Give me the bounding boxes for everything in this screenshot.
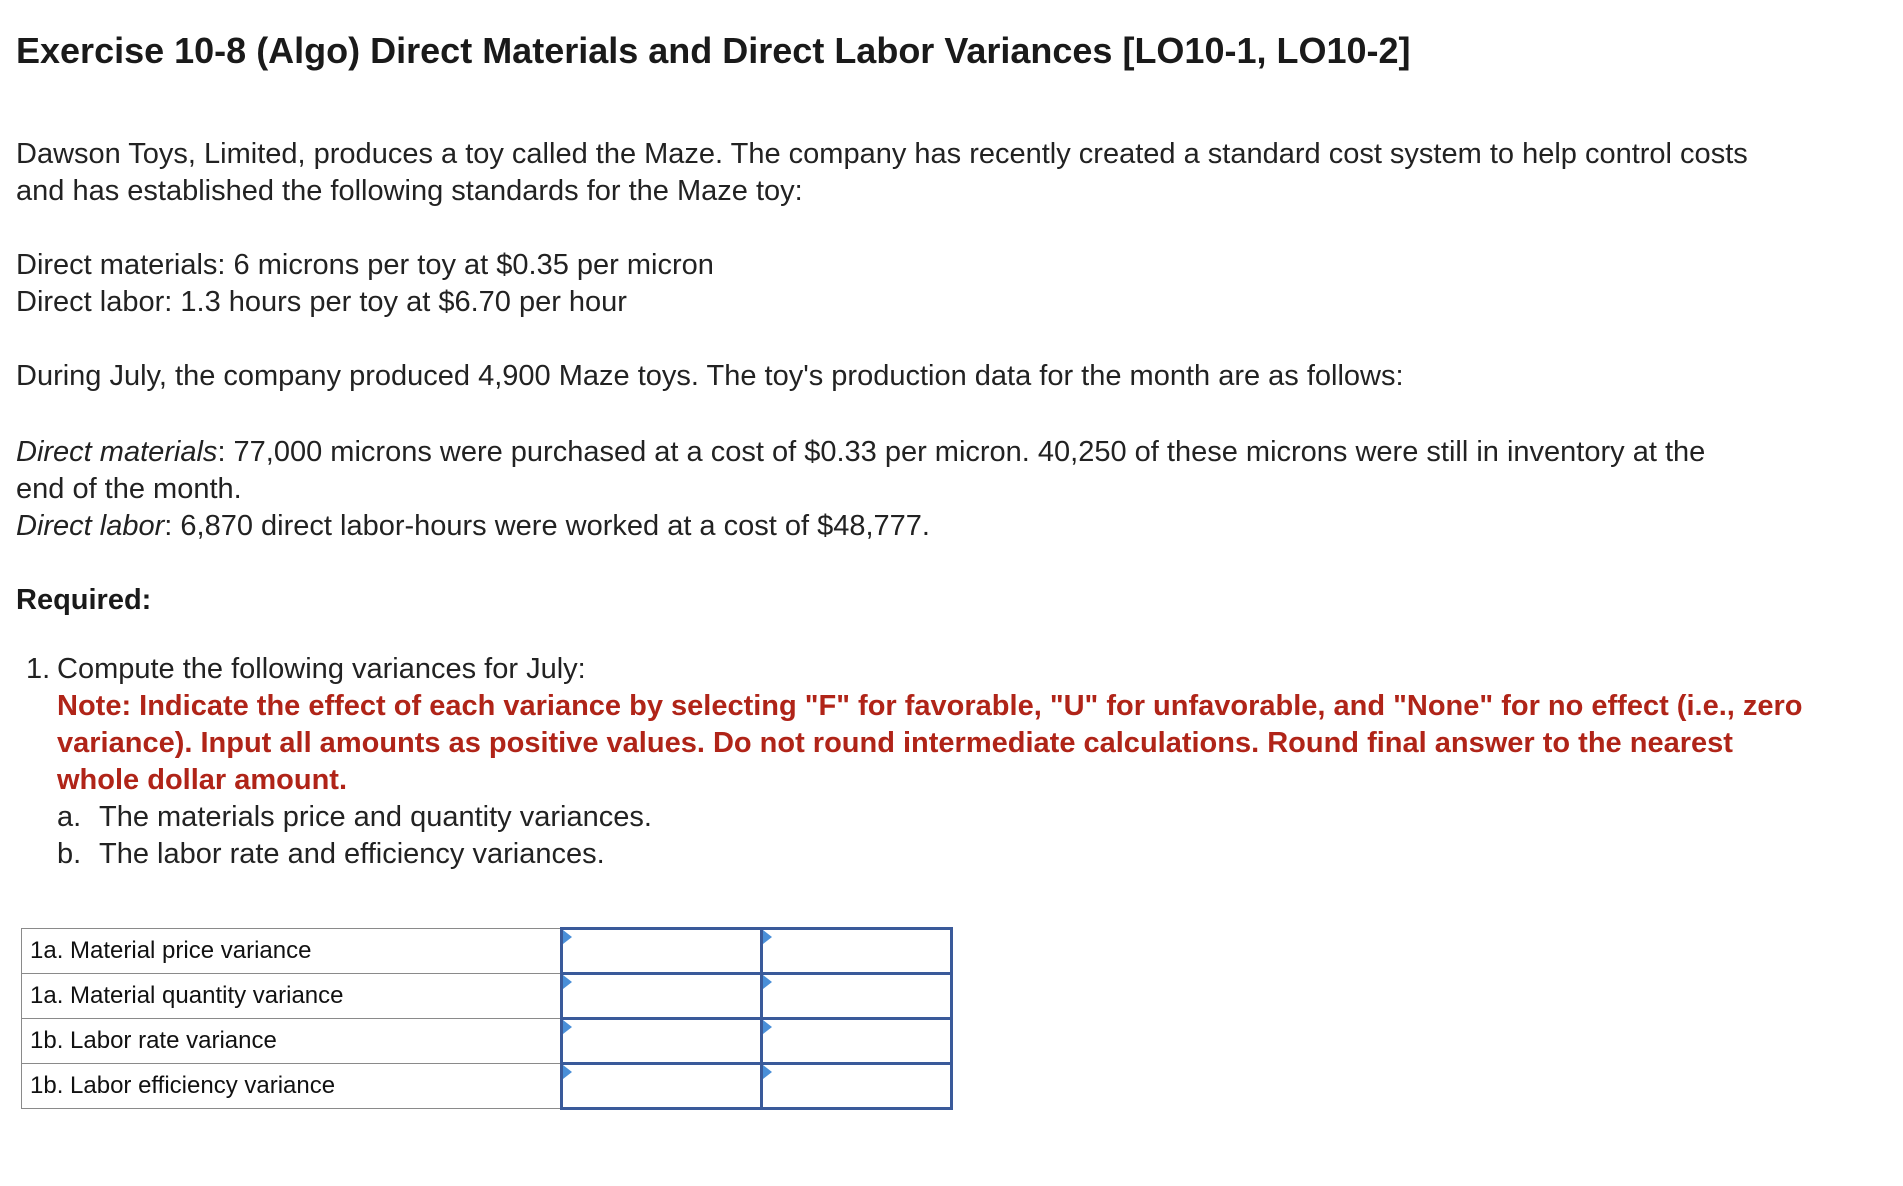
labor-rate-amount-input[interactable] <box>563 1020 760 1062</box>
amount-cell[interactable] <box>562 1064 762 1109</box>
standards-paragraph <box>16 247 714 321</box>
dropdown-marker-icon <box>563 1020 572 1034</box>
dropdown-marker-icon <box>763 1065 772 1079</box>
dropdown-marker-icon <box>763 930 772 944</box>
sub-question-b-text: The labor rate and efficiency variances. <box>99 838 605 870</box>
effect-cell[interactable] <box>762 974 952 1019</box>
table-row <box>22 1064 952 1109</box>
effect-cell[interactable] <box>762 1064 952 1109</box>
intro-line-1: Dawson Toys, Limited, produces a toy called the Maze. The company has recently created a standard cost system to help control costs <box>16 138 1748 170</box>
table-row <box>22 974 952 1019</box>
effect-cell[interactable] <box>762 1019 952 1064</box>
labor-efficiency-amount-input[interactable] <box>563 1065 760 1107</box>
dropdown-marker-icon <box>563 930 572 944</box>
sub-question-b <box>57 836 1886 873</box>
question-1-number: 1. <box>26 653 51 685</box>
note-line-3: whole dollar amount. <box>57 764 348 796</box>
intro-line-2: and has established the following standards for the Maze toy: <box>16 175 803 207</box>
amount-cell[interactable] <box>562 974 762 1019</box>
row-label: 1a. Material price variance <box>22 929 562 974</box>
sub-question-a <box>57 799 1886 836</box>
material-quantity-effect-select[interactable] <box>763 975 950 1017</box>
answer-table <box>21 927 953 1110</box>
table-row <box>22 929 952 974</box>
sub-question-a-letter: a. <box>57 801 82 833</box>
materials-label: Direct materials <box>16 436 218 468</box>
materials-text-2: end of the month. <box>16 473 242 505</box>
july-summary: During July, the company produced 4,900 Maze toys. The toy's production data for the month are as follows: <box>16 360 1404 392</box>
note-line-1: Note: Indicate the effect of each variance by selecting "F" for favorable, "U" for unfavorable, and "None" for no effect (i.e., zero <box>57 690 1803 722</box>
row-label: 1b. Labor rate variance <box>22 1019 562 1064</box>
materials-text-1: : 77,000 microns were purchased at a cost of $0.33 per micron. 40,250 of these microns were still in inventory at the <box>217 436 1706 468</box>
standard-labor: Direct labor: 1.3 hours per toy at $6.70 per hour <box>16 286 627 318</box>
row-label: 1a. Material quantity variance <box>22 974 562 1019</box>
labor-rate-effect-select[interactable] <box>763 1020 950 1062</box>
labor-text: : 6,870 direct labor-hours were worked at a cost of $48,777. <box>164 510 930 542</box>
instruction-note <box>57 688 1886 799</box>
question-1-text: Compute the following variances for July: <box>57 653 586 685</box>
production-details <box>16 434 1886 545</box>
amount-cell[interactable] <box>562 929 762 974</box>
dropdown-marker-icon <box>763 1020 772 1034</box>
material-quantity-amount-input[interactable] <box>563 975 760 1017</box>
question-1-body <box>57 651 1886 873</box>
dropdown-marker-icon <box>763 975 772 989</box>
dropdown-marker-icon <box>563 1065 572 1079</box>
page-title: Exercise 10-8 (Algo) Direct Materials and Direct Labor Variances [LO10-1, LO10-2] <box>16 30 1411 71</box>
standard-materials: Direct materials: 6 microns per toy at $0.35 per micron <box>16 249 714 281</box>
labor-label: Direct labor <box>16 510 165 542</box>
labor-efficiency-effect-select[interactable] <box>763 1065 950 1107</box>
sub-question-a-text: The materials price and quantity variances. <box>99 801 652 833</box>
material-price-amount-input[interactable] <box>563 930 760 972</box>
sub-question-b-letter: b. <box>57 838 82 870</box>
required-heading: Required: <box>16 584 152 616</box>
table-row <box>22 1019 952 1064</box>
row-label: 1b. Labor efficiency variance <box>22 1064 562 1109</box>
effect-cell[interactable] <box>762 929 952 974</box>
dropdown-marker-icon <box>563 975 572 989</box>
intro-paragraph <box>16 136 1896 210</box>
note-line-2: variance). Input all amounts as positive values. Do not round intermediate calculations. Round final answer to the nearest <box>57 727 1733 759</box>
question-1 <box>26 651 1886 873</box>
material-price-effect-select[interactable] <box>763 930 950 972</box>
amount-cell[interactable] <box>562 1019 762 1064</box>
